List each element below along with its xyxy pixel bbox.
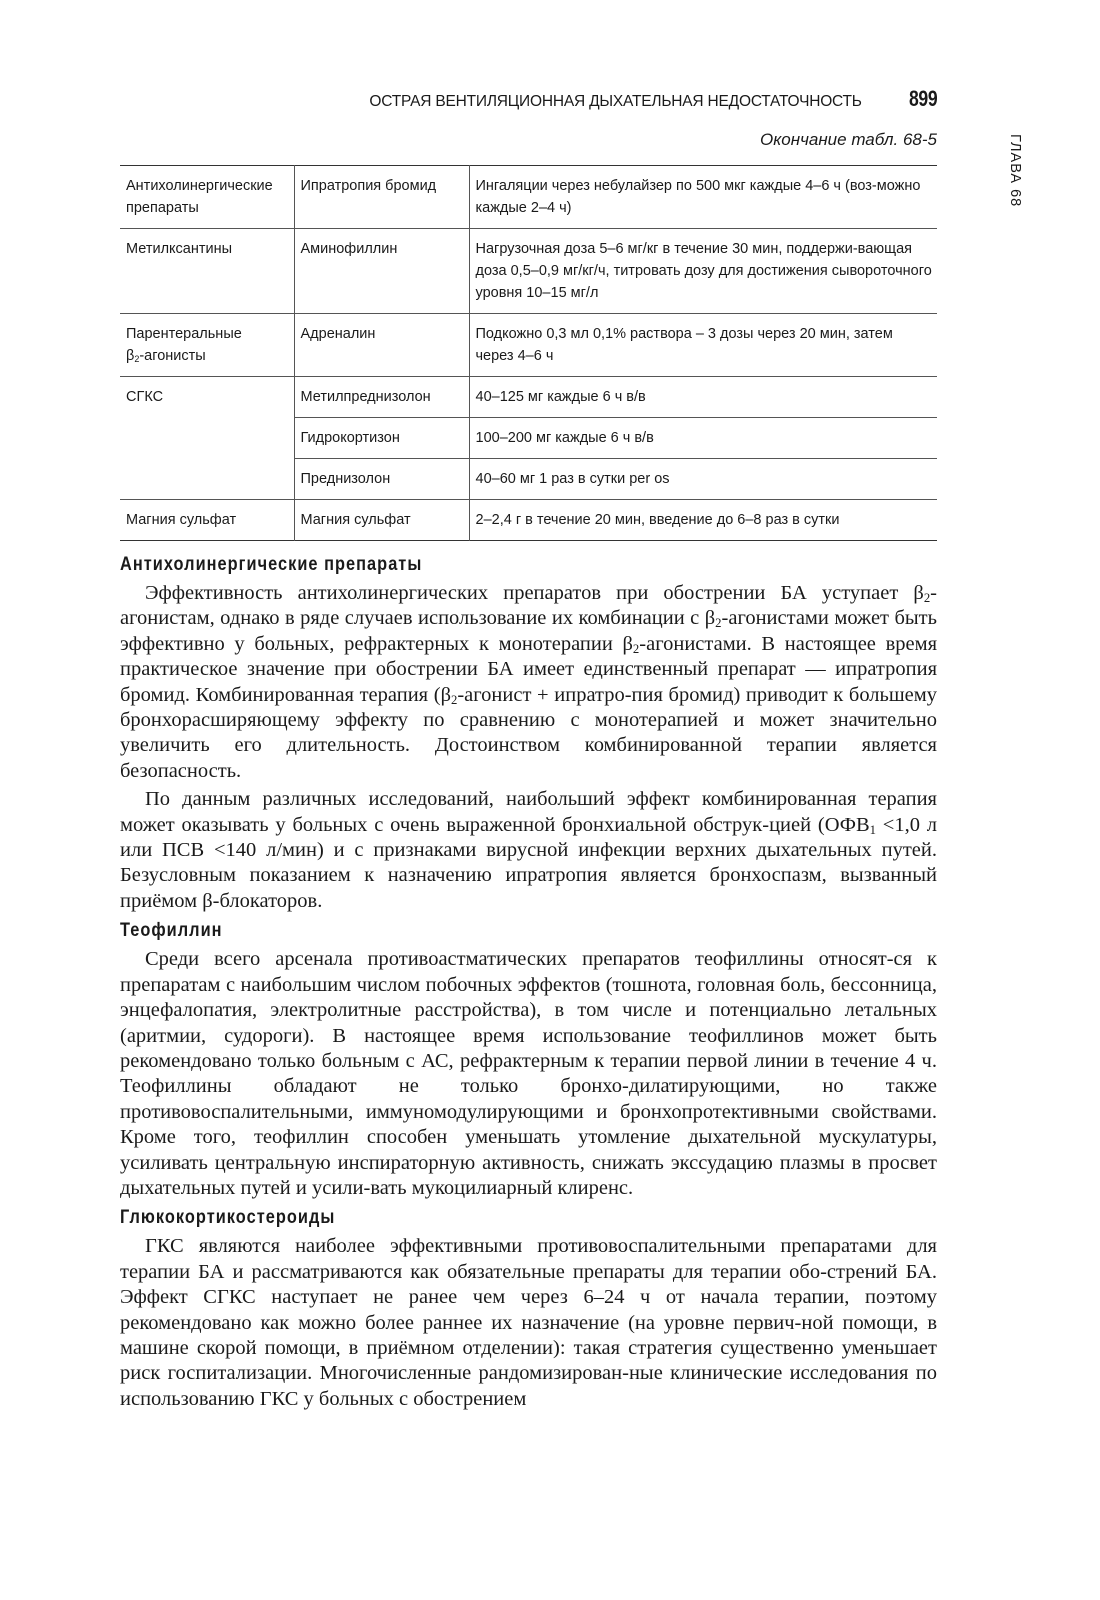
table-cell-drug: Ипратропия бромид [294, 166, 469, 229]
table-row [120, 500, 937, 541]
table-cell-drug: Метилпреднизолон [294, 377, 469, 418]
table-row [120, 229, 937, 314]
section-heading-anticholinergic: Антихолинергические препараты [120, 554, 423, 575]
table-cell-dose: Нагрузочная доза 5–6 мг/кг в течение 30 мин, поддержи-вающая доза 0,5–0,9 мг/кг/ч, титровать дозу для достижения сывороточного уровня 10–15 мг/л [469, 229, 937, 314]
group-beta: β [126, 348, 135, 364]
page-number: 899 [908, 86, 937, 111]
table-cell-dose: 100–200 мг каждые 6 ч в/в [469, 418, 937, 459]
running-title: ОСТРАЯ ВЕНТИЛЯЦИОННАЯ ДЫХАТЕЛЬНАЯ НЕДОСТАТОЧНОСТЬ [369, 93, 862, 110]
table-cell-group [120, 314, 294, 377]
table-cell-dose: Подкожно 0,3 мл 0,1% раствора – 3 дозы через 20 мин, затем через 4–6 ч [469, 314, 937, 377]
table-row [120, 314, 937, 377]
group-prefix: Парентеральные [126, 326, 242, 342]
table-row [120, 459, 937, 500]
paragraph: По данным различных исследований, наибольший эффект комбинированная терапия может оказывать у больных с очень выраженной бронхиальной обструк-цией ($ОФВ_1 <1,0$ л или ПСВ <140 л/мин) и с признаками вирусной инфекции верхних дыхательных путей. Безусловным показанием к назначению ипратропия является бронхоспазм, вызванный приёмом β-блокаторов. [120, 788, 938, 912]
table-cell-drug: Адреналин [294, 314, 469, 377]
table-row [120, 377, 937, 418]
running-head [120, 86, 937, 118]
paragraph: Среди всего арсенала противоастматических препаратов теофиллины относят-ся к препаратам с наибольшим числом побочных эффектов (тошнота, головная боль, бессонница, энцефалопатия, электролитные расстройства), в том числе и потенциально летальных (аритмии, судороги). В настоящее время использование теофиллинов может быть рекомендовано только больным с АС, рефрактерным к терапии первой линии в течение 4 ч. Теофиллины обладают не только бронхо-дилатирующими, но также противовоспалительными, иммуномодулирующими и бронхопротективными свойствами. Кроме того, теофиллин способен уменьшать утомление дыхательной мускулатуры, усиливать центральную инспираторную активность, снижать экссудацию плазмы в просвет дыхательных путей и усили-вать мукоцилиарный клиренс. [120, 948, 937, 1199]
paragraph: Эффективность антихолинергических препаратов при обострении БА уступает $\beta_2$-агонистам, однако в ряде случаев использование их комбинации с $\beta_2$-агонистами может быть эффективно у больных, рефрактерных к монотерапии $\beta_2$-агонистами. В настоящее время практическое значение при обострении БА имеет единственный препарат — ипратропия бромид. Комбинированная терапия ($\beta_2$-агонист + ипратро-пия бромид) приводит к большему бронхорасширяющему эффекту по сравнению с монотерапией и может значительно увеличить его длительность. Достоинством комбинированной терапии является безопасность. [120, 582, 937, 782]
table-cell-dose: 2–2,4 г в течение 20 мин, введение до 6–8 раз в сутки [475, 512, 840, 528]
table-cell-dose: Ингаляции через небулайзер по 500 мкг каждые 4–6 ч (воз-можно каждые 2–4 ч) [469, 166, 937, 229]
table-cell-drug: Гидрокортизон [294, 418, 469, 459]
drug-table [120, 165, 937, 541]
table-cell-drug: Магния сульфат [294, 500, 469, 541]
table-cell-dose: 40–60 мг 1 раз в сутки per os [469, 459, 937, 500]
table-cell-dose: 40–125 мг каждые 6 ч в/в [469, 377, 937, 418]
table-cell-group: Магния сульфат [120, 500, 294, 541]
body-text [120, 549, 937, 1415]
section-heading-glucocorticoids: Глюкокортикостероиды [120, 1207, 336, 1229]
group-subscript: 2 [134, 354, 140, 365]
paragraph: ГКС являются наиболее эффективными противовоспалительными препаратами для терапии БА и рассматриваются как обязательные препараты для терапии обо-стрений БА. Эффект СГКС наступает не ранее чем через 6–24 ч от начала терапии, поэтому рекомендовано как можно более раннее их назначение (на уровне первич-ной помощи, в машине скорой помощи, в приёмном отделении): такая стратегия существенно уменьшает риск госпитализации. Многочисленные рандомизирован-ные клинические исследования по использованию ГКС у больных с обострением [120, 1235, 937, 1410]
table-caption: Окончание табл. 68-5 [760, 130, 937, 149]
table-cell-group: Метилксантины [120, 229, 294, 314]
table-cell-group [120, 418, 294, 459]
table-row [120, 166, 937, 229]
table-cell-group [120, 459, 294, 500]
table-row [120, 418, 937, 459]
table-cell-drug: Аминофиллин [294, 229, 469, 314]
table-cell-group: СГКС [120, 377, 294, 418]
table-cell-drug: Преднизолон [294, 459, 469, 500]
table-cell-group: Антихолинергические препараты [120, 166, 294, 229]
chapter-tab: ГЛАВА 68 [1007, 134, 1023, 208]
group-suffix: -агонисты [139, 348, 206, 364]
section-heading-theophylline: Теофиллин [120, 920, 223, 942]
